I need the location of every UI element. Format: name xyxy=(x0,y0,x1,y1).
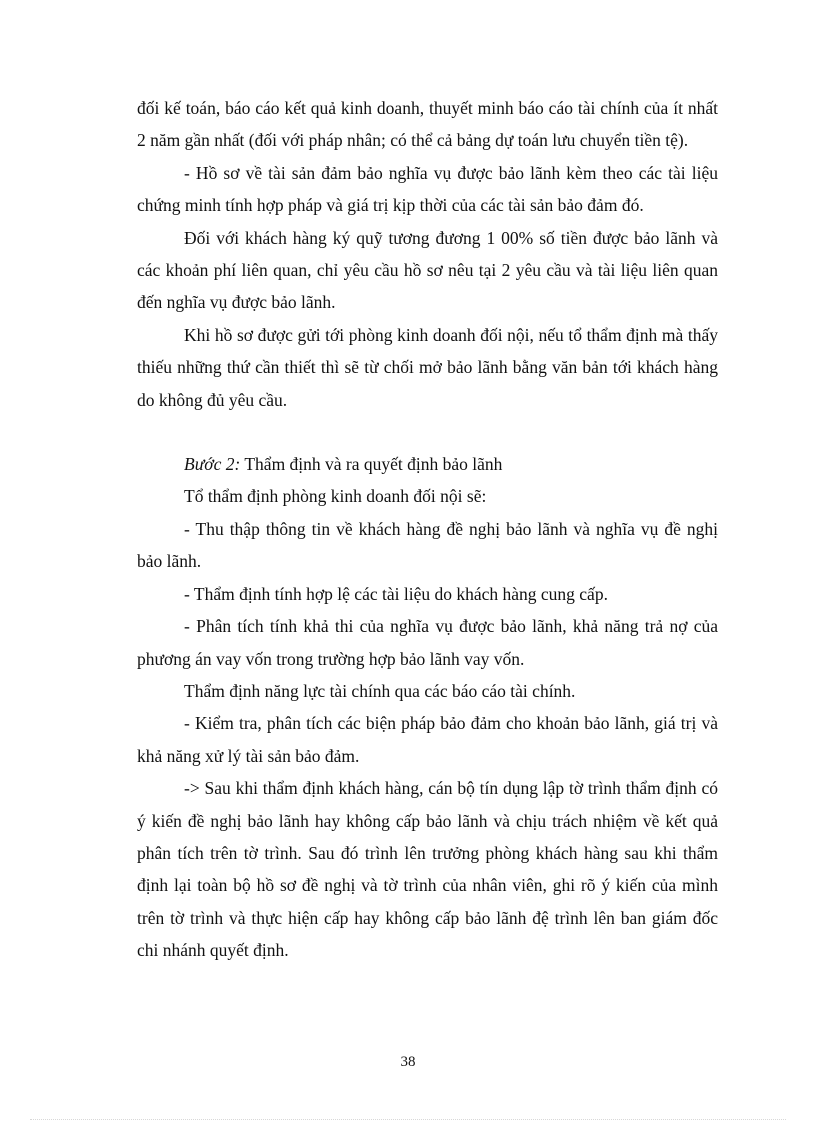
paragraph-feasibility: - Phân tích tính khả thi của nghĩa vụ được bảo lãnh, khả năng trả nợ của phương án vay vốn trong trường hợp bảo lãnh vay vốn. xyxy=(137,616,718,669)
section-gap xyxy=(137,416,718,448)
paragraph-financial-statements: đối kế toán, báo cáo kết quả kinh doanh, thuyết minh báo cáo tài chính của ít nhất 2 năm gần nhất (đối với pháp nhân; có thể cả bảng dự toán lưu chuyển tiền tệ). xyxy=(137,98,718,151)
step-label: Bước 2: xyxy=(184,454,241,475)
paragraph-collateral-documents: - Hồ sơ về tài sản đảm bảo nghĩa vụ được bảo lãnh kèm theo các tài liệu chứng minh tính hợp pháp và giá trị kịp thời của các tài sản bảo đảm đó. xyxy=(137,162,718,216)
step-heading xyxy=(137,448,718,480)
paragraph-collateral-check: - Kiểm tra, phân tích các biện pháp bảo đảm cho khoản bảo lãnh, giá trị và khả năng xử lý tài sản bảo đảm. xyxy=(137,713,718,766)
paragraph-collect-info: - Thu thập thông tin về khách hàng đề nghị bảo lãnh và nghĩa vụ đề nghị bảo lãnh. xyxy=(137,518,718,572)
step-title: Thẩm định và ra quyết định bảo lãnh xyxy=(240,454,503,475)
paragraph-validate-documents: - Thẩm định tính hợp lệ các tài liệu do khách hàng cung cấp. xyxy=(184,583,608,604)
paragraph-conclusion: -> Sau khi thẩm định khách hàng, cán bộ tín dụng lập tờ trình thẩm định có ý kiến đề nghị bảo lãnh hay không cấp bảo lãnh và chịu trách nhiệm về kết quả phân tích trên tờ trình. Sau đó trình lên trưởng phòng khách hàng sau khi thẩm định lại toàn bộ hồ sơ đề nghị và tờ trình của nhân viên, ghi rõ ý kiến của mình trên tờ trình và thực hiện cấp hay không cấp bảo lãnh đệ trình lên ban giám đốc chi nhánh quyết định. xyxy=(137,778,718,961)
paragraph-financial-capacity: Thẩm định năng lực tài chính qua các báo cáo tài chính. xyxy=(184,680,576,701)
paragraph-refusal: Khi hồ sơ được gửi tới phòng kinh doanh đối nội, nếu tổ thẩm định mà thấy thiếu những thứ cần thiết thì sẽ từ chối mở bảo lãnh bằng văn bản tới khách hàng do không đủ yêu cầu. xyxy=(137,324,718,410)
paragraph-deposit-customers: Đối với khách hàng ký quỹ tương đương 1 00% số tiền được bảo lãnh và các khoản phí liên quan, chỉ yêu cầu hồ sơ nêu tại 2 yêu cầu và tài liệu liên quan đến nghĩa vụ được bảo lãnh. xyxy=(137,227,718,313)
paragraph-appraisal-intro: Tổ thẩm định phòng kinh doanh đối nội sẽ: xyxy=(184,486,487,507)
page-body xyxy=(137,92,718,967)
page-number: 38 xyxy=(400,1054,416,1070)
footer-divider xyxy=(30,1119,786,1120)
